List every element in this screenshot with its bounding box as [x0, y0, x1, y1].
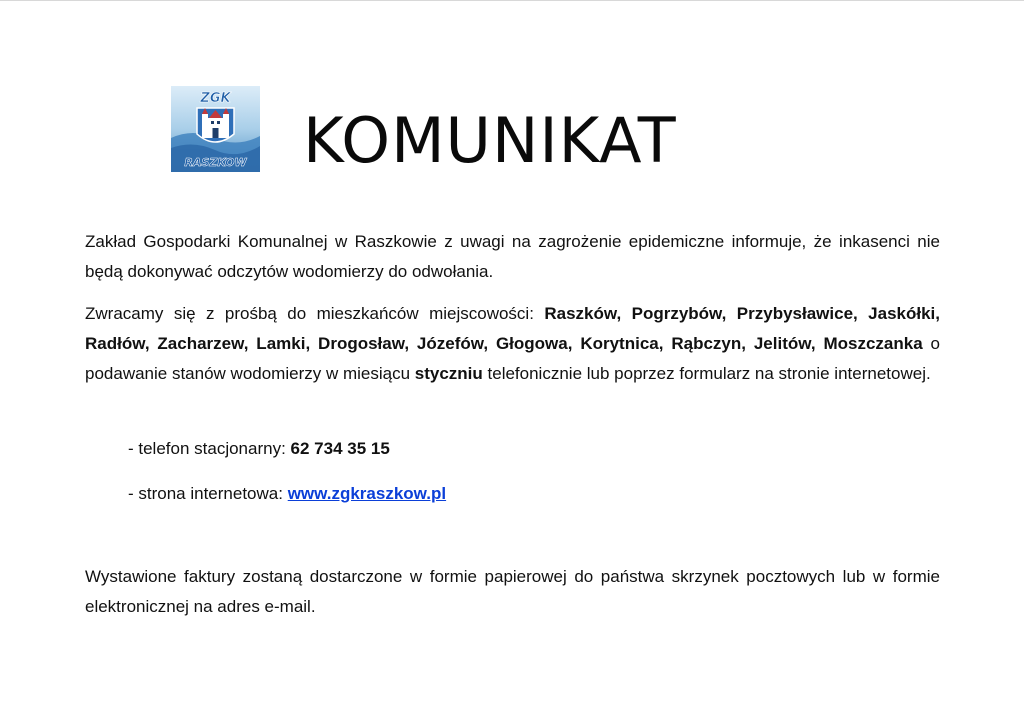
logo-text-top: ZGK: [200, 91, 231, 106]
phone-number: 62 734 35 15: [290, 439, 390, 458]
website-label: - strona internetowa:: [128, 484, 288, 503]
localities-list: Raszków, Pogrzybów, Przybysławice, Jaskółki, Radłów, Zacharzew, Lamki, Drogosław, Józefów, Głogowa, Korytnica, Rąbczyn, Jelitów, Moszczanka: [85, 304, 940, 353]
request-end: telefonicznie lub poprzez formularz na stronie internetowej.: [482, 364, 931, 383]
page-title: KOMUNIKAT: [303, 104, 677, 177]
phone-label: - telefon stacjonarny:: [128, 439, 291, 458]
website-line: [128, 479, 446, 509]
logo-text-bottom: RASZKOW: [184, 156, 247, 169]
paragraph-request: [85, 299, 940, 389]
zgk-raszkow-logo: [171, 86, 260, 172]
month-name: styczniu: [414, 364, 483, 383]
request-intro: Zwracamy się z prośbą do mieszkańców miejscowości:: [85, 304, 545, 323]
website-link[interactable]: www.zgkraszkow.pl: [287, 484, 447, 503]
paragraph-meter-readings: Zakład Gospodarki Komunalnej w Raszkowie z uwagi na zagrożenie epidemiczne informuje, że inkasenci nie będą dokonywać odczytów wodomierzy do odwołania.: [85, 232, 940, 281]
phone-line: [128, 434, 390, 464]
paragraph-invoices: Wystawione faktury zostaną dostarczone w formie papierowej do państwa skrzynek pocztowych lub w formie elektronicznej na adres e-mail.: [85, 567, 940, 616]
request-middle: o podawanie stanów wodomierzy w miesiącu: [85, 334, 940, 383]
